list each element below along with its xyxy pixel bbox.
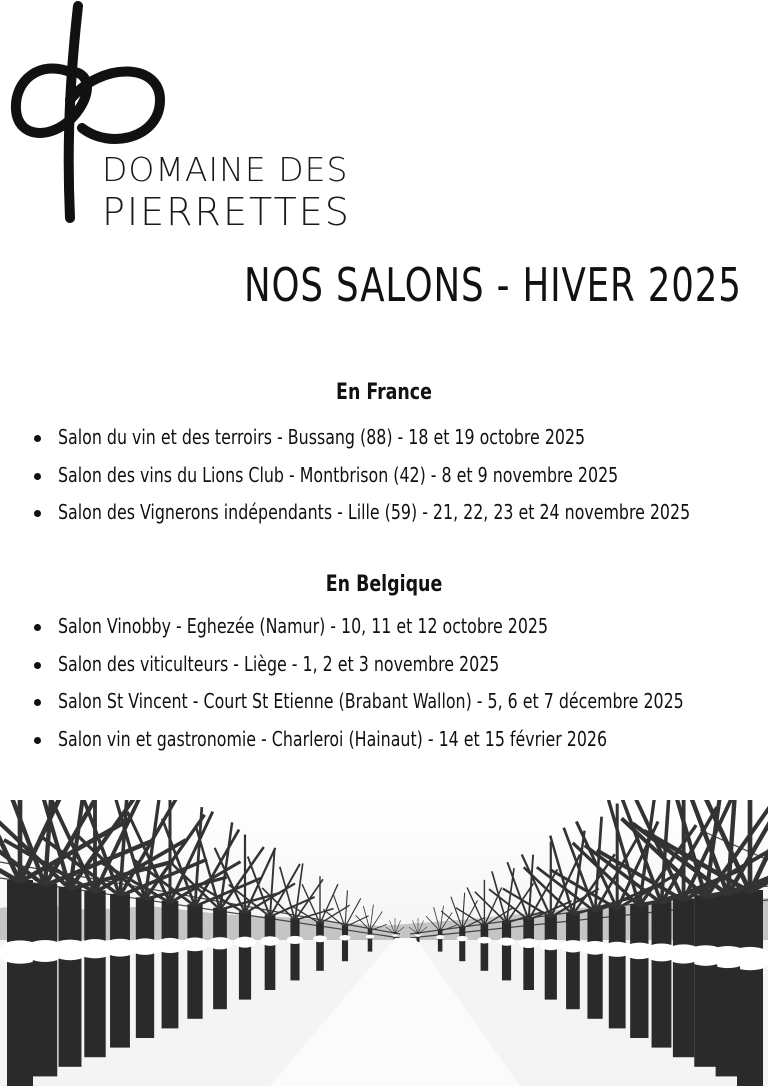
snowy-vineyard-image [0, 800, 768, 1086]
bullet-icon [34, 435, 41, 442]
bullet-icon [34, 699, 41, 706]
list-item: Salon des vins du Lions Club - Montbrison (42) - 8 et 9 novembre 2025 [30, 457, 768, 495]
list-item: Salon du vin et des terroirs - Bussang (88) - 18 et 19 octobre 2025 [30, 419, 768, 457]
bullet-icon [34, 662, 41, 669]
event-list-belgique [30, 608, 768, 758]
list-item: Salon des Vignerons indépendants - Lille (59) - 21, 22, 23 et 24 novembre 2025 [30, 494, 768, 532]
brand-line-1: DOMAINE DES [102, 150, 349, 189]
list-item: Salon St Vincent - Court St Etienne (Brabant Wallon) - 5, 6 et 7 décembre 2025 [30, 683, 768, 721]
brand-line-2: PIERRETTES [102, 190, 351, 234]
section-heading-france: En France [336, 380, 432, 405]
list-item: Salon Vinobby - Eghezée (Namur) - 10, 11 et 12 octobre 2025 [30, 608, 768, 646]
list-item: Salon vin et gastronomie - Charleroi (Hainaut) - 14 et 15 février 2026 [30, 721, 768, 759]
bullet-icon [34, 473, 41, 480]
event-list-france [30, 419, 768, 532]
page-title: NOS SALONS - HIVER 2025 [244, 258, 742, 312]
bullet-icon [34, 737, 41, 744]
bullet-icon [34, 624, 41, 631]
section-heading-belgique: En Belgique [325, 572, 443, 597]
list-item: Salon des viticulteurs - Liège - 1, 2 et 3 novembre 2025 [30, 646, 768, 684]
bullet-icon [34, 510, 41, 517]
